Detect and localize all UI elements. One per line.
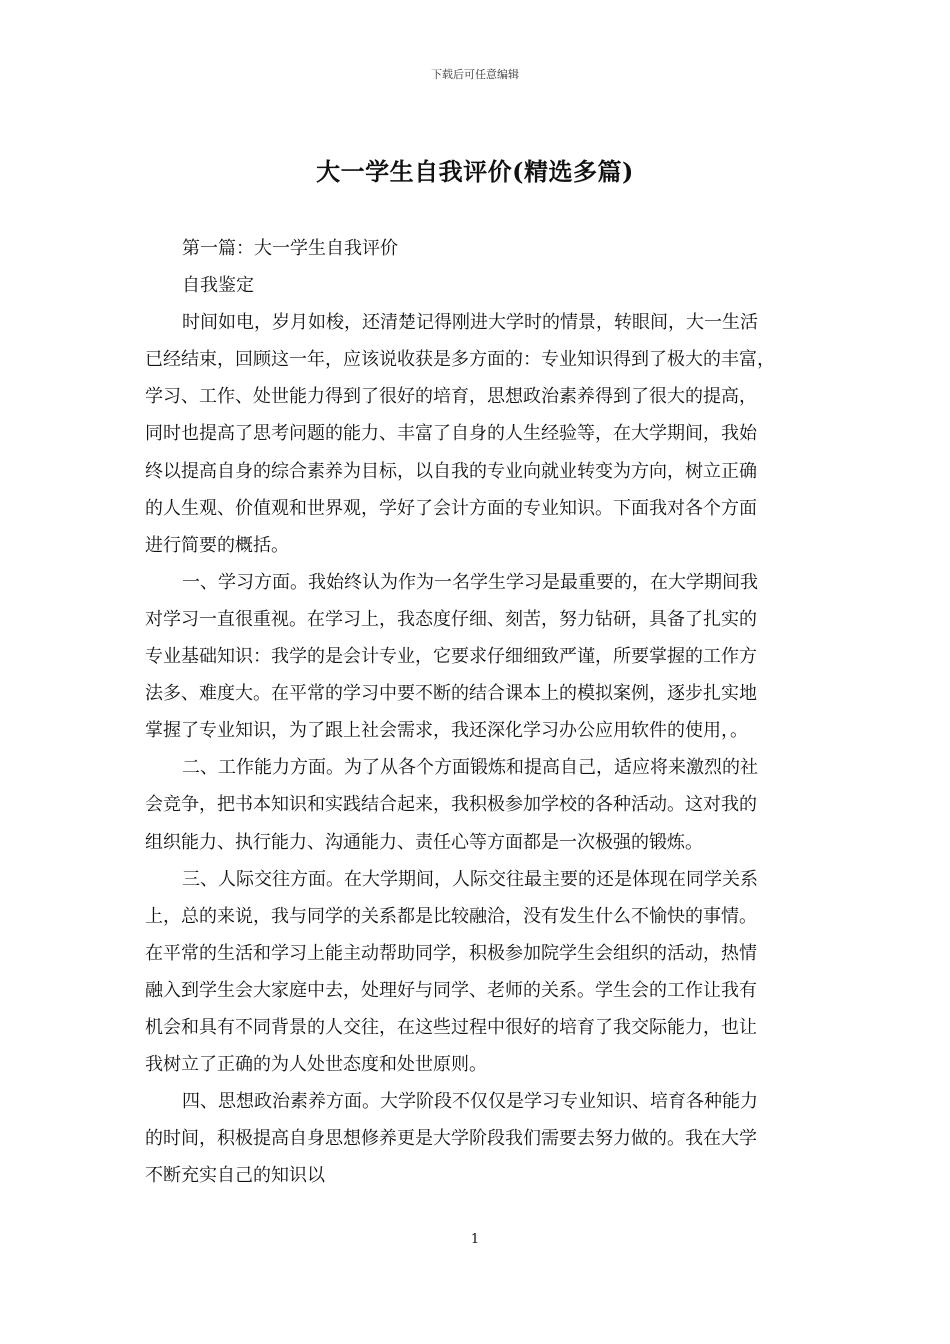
paragraph (145, 267, 810, 304)
text-line: 在平常的生活和学习上能主动帮助同学，积极参加院学生会组织的活动，热情 (145, 942, 757, 964)
text-line: 组织能力、执行能力、沟通能力、责任心等方面都是一次极强的锻炼。 (145, 831, 703, 853)
text-line: 同时也提高了思考问题的能力、丰富了自身的人生经验等，在大学期间，我始 (145, 423, 757, 445)
text-line: 融入到学生会大家庭中去，处理好与同学、老师的关系。学生会的工作让我有 (145, 979, 757, 1001)
text-line: 四、思想政治素养方面。大学阶段不仅仅是学习专业知识、培育各种能力 (182, 1091, 758, 1113)
text-line: 掌握了专业知识，为了跟上社会需求，我还深化学习办公应用软件的使用，。 (145, 720, 748, 742)
text-line: 的时间，积极提高自身思想修养更是大学阶段我们需要去努力做的。我在大学 (145, 1128, 757, 1150)
text-line: 学习、工作、处世能力得到了很好的培育，思想政治素养得到了很大的提高， (145, 386, 757, 408)
document-title: 大一学生自我评价(精选多篇) (316, 157, 634, 186)
text-line: 的人生观、价值观和世界观，学好了会计方面的专业知识。下面我对各个方面 (145, 497, 757, 519)
paragraph (145, 564, 810, 749)
text-line: 一、学习方面。我始终认为作为一名学生学习是最重要的，在大学期间我 (182, 571, 758, 593)
text-line: 进行简要的概括。 (145, 534, 289, 556)
header-note: 下载后可任意编辑 (431, 68, 519, 81)
text-line: 对学习一直很重视。在学习上，我态度仔细、刻苦，努力钻研，具备了扎实的 (145, 608, 757, 630)
text-line: 时间如电，岁月如梭，还清楚记得刚进大学时的情景，转眼间，大一生活 (182, 312, 758, 334)
page-number: 1 (470, 1232, 480, 1247)
text-line: 不断充实自己的知识以 (145, 1165, 325, 1187)
text-line: 终以提高自身的综合素养为目标，以自我的专业向就业转变为方向，树立正确 (145, 460, 757, 482)
text-line: 二、工作能力方面。为了从各个方面锻炼和提高自己，适应将来激烈的社 (182, 757, 758, 779)
document-body (145, 230, 810, 1194)
paragraph (145, 1083, 810, 1194)
text-line: 已经结束，回顾这一年，应该说收获是多方面的：专业知识得到了极大的丰富， (145, 349, 775, 371)
paragraph (145, 749, 810, 860)
text-line: 第一篇：大一学生自我评价 (182, 238, 398, 259)
paragraph (145, 861, 810, 1084)
text-line: 法多、难度大。在平常的学习中要不断的结合课本上的模拟案例，逐步扎实地 (145, 683, 757, 705)
text-line: 三、人际交往方面。在大学期间，人际交往最主要的还是体现在同学关系 (182, 868, 758, 890)
paragraph (145, 304, 810, 564)
paragraph (145, 230, 810, 267)
text-line: 上，总的来说，我与同学的关系都是比较融洽，没有发生什么不愉快的事情。 (145, 905, 757, 927)
text-line: 机会和具有不同背景的人交往，在这些过程中很好的培育了我交际能力，也让 (145, 1016, 757, 1038)
text-line: 专业基础知识：我学的是会计专业，它要求仔细细致严谨，所要掌握的工作方 (145, 646, 757, 668)
text-line: 会竞争，把书本知识和实践结合起来，我积极参加学校的各种活动。这对我的 (145, 794, 757, 816)
text-line: 我树立了正确的为人处世态度和处世原则。 (145, 1054, 487, 1076)
text-line: 自我鉴定 (182, 275, 254, 297)
